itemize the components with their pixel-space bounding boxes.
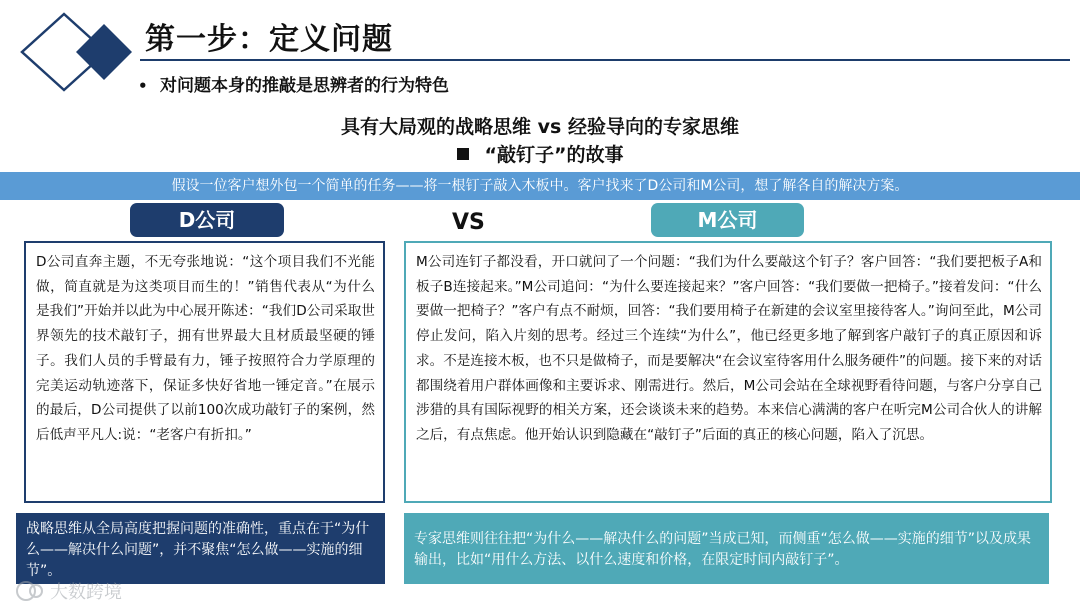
company-m-tag: M公司 (651, 203, 804, 237)
bullet-point (138, 71, 449, 96)
scenario-banner: 假设一位客户想外包一个简单的任务——将一根钉子敲入木板中。客户找来了D公司和M公司，想了解各自的解决方案。 (0, 172, 1080, 200)
strategic-thinking-summary: 战略思维从全局高度把握问题的准确性，重点在于“为什么——解决什么问题”，并不聚焦“怎么做——实施的细节”。 (16, 513, 385, 584)
company-m-story: M公司连钉子都没看，开口就问了一个问题：“我们为什么要敲这个钉子？客户回答：“我们要把板子A和板子B连接起来。”M公司追问：“为什么要连接起来？”客户回答：“我们要做一把椅子。”接着发问：“什么要做一把椅子？”客户有点不耐烦，回答：“我们要用椅子在新建的会议室里接待客人。”询问至此，M公司停止发问，陷入片刻的思考。经过三个连续“为什么”，他已经更多地了解到客户敲钉子的真正原因和诉求。不是连接木板，也不只是做椅子，而是要解决“在会议室待客用什么服务硬件”的问题。接下来的对话都围绕着用户群体画像和主要诉求、刚需进行。然后，M公司会站在全球视野看待问题，与客户分享自己涉猎的具有国际视野的相关方案，还会谈谈未来的趋势。本来信心满满的客户在听完M公司合伙人的讲解之后，有点焦虑。他开始认识到隐藏在“敲钉子”后面的真正的核心问题，陷入了沉思。 (404, 241, 1052, 503)
headline-comparison: 具有大局观的战略思维 vs 经验导向的专家思维 (341, 116, 739, 138)
title-underline (140, 59, 1070, 61)
watermark-text: 大数跨境 (50, 582, 122, 603)
decorative-diamond-logo (14, 8, 144, 98)
headline-story (0, 140, 1080, 167)
brand-logo-icon (17, 582, 42, 600)
expert-thinking-summary: 专家思维则往往把“为什么——解决什么的问题”当成已知，而侧重“怎么做——实施的细节”以及成果输出，比如“用什么方法、以什么速度和价格，在限定时间内敲钉子”。 (404, 513, 1049, 584)
company-d-tag: D公司 (130, 203, 284, 237)
square-bullet-icon (457, 148, 469, 160)
versus-label: VS (452, 210, 485, 235)
bullet-text: 对问题本身的推敲是思辨者的行为特色 (160, 76, 449, 96)
slide-title: 第一步：定义问题 (145, 22, 393, 57)
bullet-dot-icon: • (138, 77, 148, 95)
company-d-story: D公司直奔主题，不无夸张地说：“这个项目我们不光能做，简直就是为这类项目而生的！”销售代表从“为什么是我们”开始并以此为中心展开陈述：“我们D公司采取世界领先的技术敲钉子，拥有世界最大且材质最坚硬的锤子。我们人员的手臂最有力，锤子按照符合力学原理的完美运动轨迹落下，保证多快好省地一锤定音。”在展示的最后，D公司提供了以前100次成功敲钉子的案例，然后低声平凡人:说：“老客户有折扣。” (24, 241, 385, 503)
watermark-logo (14, 576, 154, 606)
headline-story-text: “敲钉子”的故事 (484, 144, 624, 166)
